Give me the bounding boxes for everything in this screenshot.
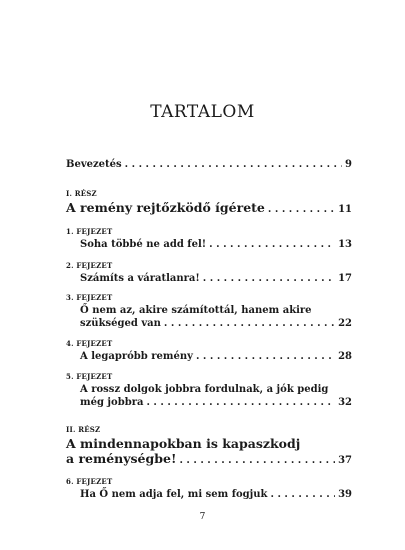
leader-dots xyxy=(203,272,335,285)
page-number: 7 xyxy=(199,512,206,522)
toc-chapter-6[interactable] xyxy=(66,477,352,501)
leader-dots xyxy=(125,158,342,171)
leader-dots xyxy=(146,396,335,409)
chapter-label: 5. FEJEZET xyxy=(66,372,113,381)
toc-page-number: 39 xyxy=(338,489,352,500)
part-label: II. RÉSZ xyxy=(66,425,101,434)
leader-dots xyxy=(179,453,335,468)
toc-entry-title: a reménységbe! xyxy=(66,451,177,466)
leader-dots xyxy=(270,488,335,501)
chapter-label: 6. FEJEZET xyxy=(66,477,113,486)
leader-dots xyxy=(164,317,335,330)
toc-page-number: 22 xyxy=(338,318,352,329)
chapter-label: 4. FEJEZET xyxy=(66,339,113,348)
toc-entry-title: Soha többé ne add fel! xyxy=(80,239,207,250)
toc-entry-title: szükséged van xyxy=(80,318,161,329)
chapter-label: 1. FEJEZET xyxy=(66,227,113,236)
toc-chapter-5[interactable] xyxy=(66,372,352,409)
part-label: I. RÉSZ xyxy=(66,189,97,198)
toc-chapter-4[interactable] xyxy=(66,339,352,363)
toc-page-number: 9 xyxy=(345,159,352,170)
toc-entry-title: A remény rejtőzködő ígérete xyxy=(66,200,265,215)
toc-entry-title: Számíts a váratlanra! xyxy=(80,273,200,284)
toc-entry-title: Bevezetés xyxy=(66,159,122,170)
toc-page-number: 32 xyxy=(338,397,352,408)
toc-chapter-3[interactable] xyxy=(66,293,352,330)
chapter-label: 3. FEJEZET xyxy=(66,293,113,302)
toc-chapter-2[interactable] xyxy=(66,261,352,285)
toc-entry-title-line: A rossz dolgok jobbra fordulnak, a jók pedig xyxy=(80,384,329,395)
toc-part-1[interactable] xyxy=(66,189,352,217)
toc-chapter-1[interactable] xyxy=(66,227,352,251)
page-title: TARTALOM xyxy=(150,102,255,122)
toc-page-number: 28 xyxy=(338,351,352,362)
toc-page-number: 13 xyxy=(338,239,352,250)
leader-dots xyxy=(196,350,335,363)
toc-entry-title-line: A mindennapokban is kapaszkodj xyxy=(66,436,301,451)
toc-page-number: 11 xyxy=(338,204,352,215)
toc-entry-title: még jobbra xyxy=(80,397,144,408)
chapter-label: 2. FEJEZET xyxy=(66,261,113,270)
toc-page-number: 37 xyxy=(338,455,352,466)
toc-part-2[interactable] xyxy=(66,425,352,468)
toc-entry-title: A legapróbb remény xyxy=(80,351,193,362)
leader-dots xyxy=(268,202,335,217)
toc-entry-intro[interactable] xyxy=(66,158,352,171)
toc-entry-title: Ha Ő nem adja fel, mi sem fogjuk xyxy=(80,489,268,500)
leader-dots xyxy=(209,238,335,251)
toc-entry-title-line: Ő nem az, akire számítottál, hanem akire xyxy=(80,305,312,316)
toc-page-number: 17 xyxy=(338,273,352,284)
